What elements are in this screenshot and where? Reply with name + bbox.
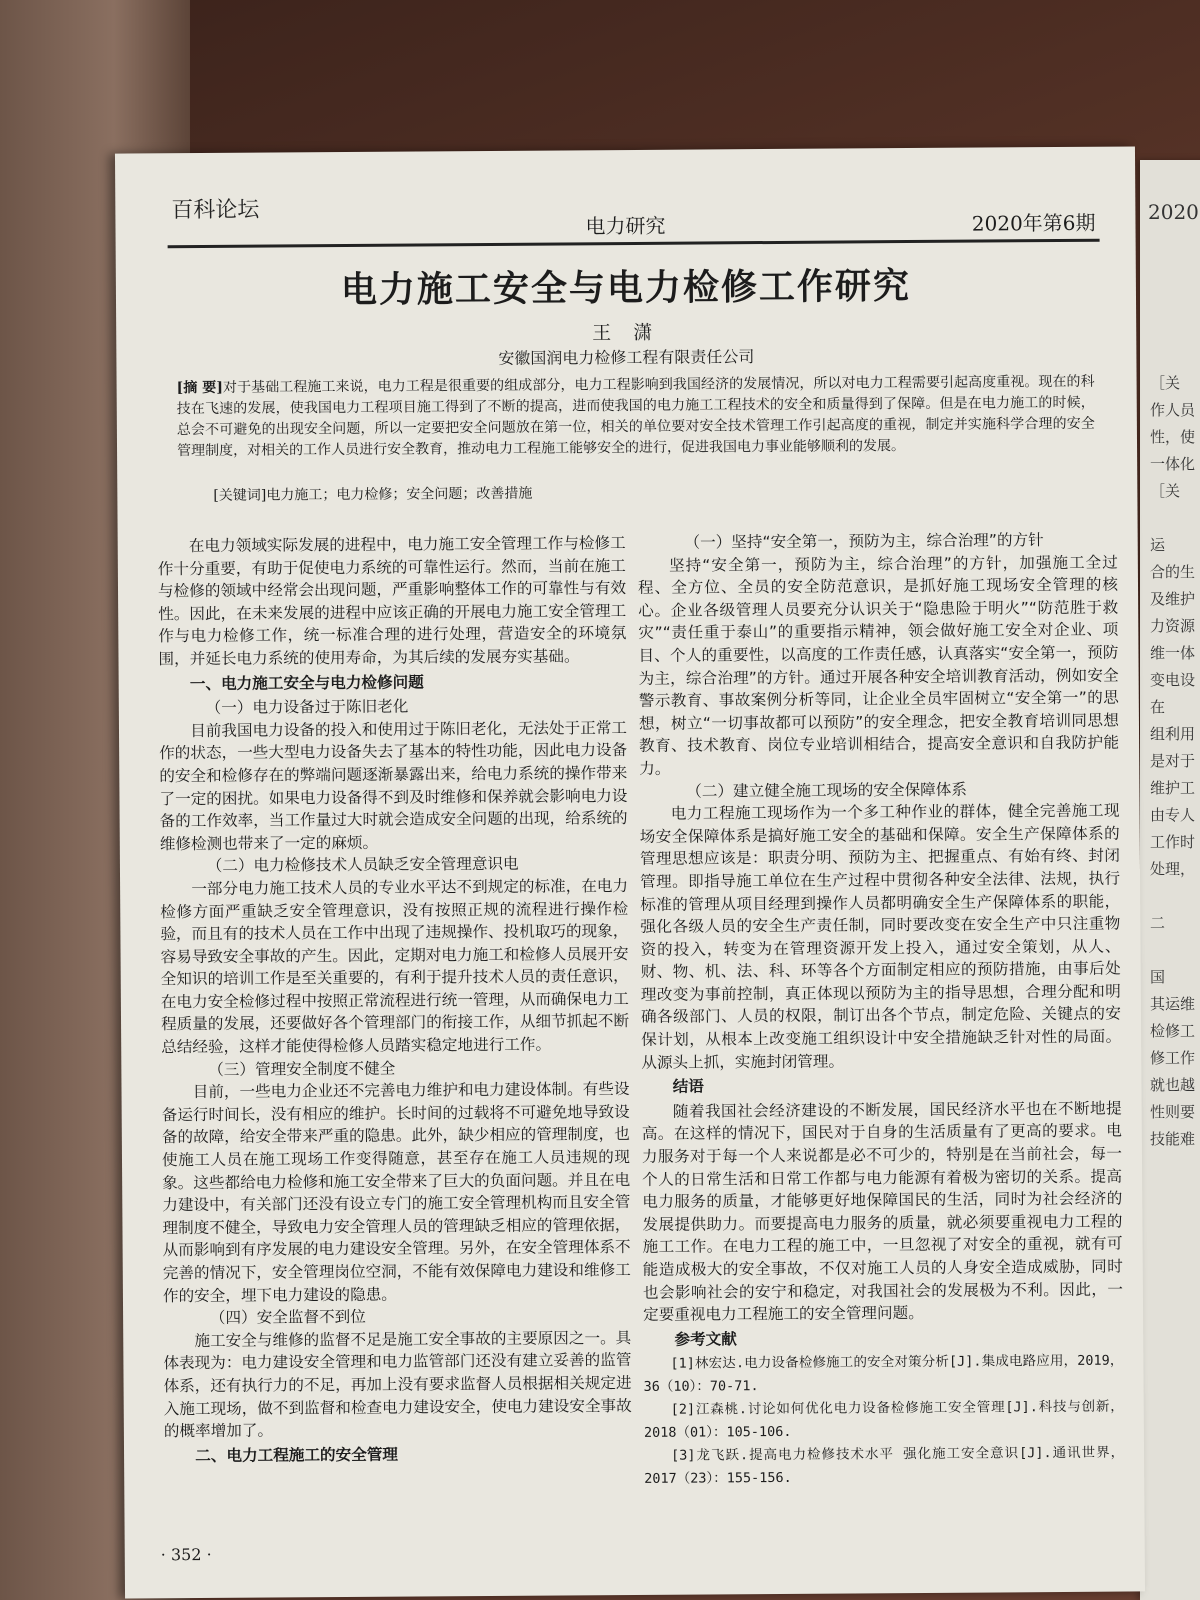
left-column [158, 532, 633, 1470]
adjacent-page-fragment: 在 [1150, 698, 1166, 716]
adjacent-page-fragment [1150, 937, 1200, 964]
adjacent-page-fragment [1150, 505, 1200, 532]
paragraph: 施工安全与维修的监督不足是施工安全事故的主要原因之一。具体表现为：电力建设安全管理和电力监管部门还没有建立妥善的监管体系，还有执行力的不足，再加上没有要求监督人员根据相关规定进入施工现场，做不到监督和检查电力建设安全，使电力建设安全事故的概率增加了。 [163, 1328, 632, 1441]
page-number: · 352 · [160, 1544, 212, 1565]
adjacent-page-fragment: 处理， [1150, 860, 1196, 878]
keywords [213, 483, 532, 505]
subsection-heading: （二）建立健全施工现场的安全保障体系 [686, 780, 967, 801]
intro-paragraph: 在电力领域实际发展的进程中，电力施工安全管理工作与检修工作十分重要，有助于促使电力系统的可靠性运行。然而，当前在施工与检修的领域中经常会出现问题，严重影响整体工作的可靠性与有效性。因此，在未来发展的进程中应该正确的开展电力施工安全管理工作与电力检修工作，统一标准合理的进行处理，营造安全的环境氛围，并延长电力系统的使用寿命，为其后续的发展夯实基础。 [157, 534, 627, 669]
paragraph: 目前我国电力设备的投入和使用过于陈旧老化，无法处于正常工作的状态，一些大型电力设备失去了基本的特性功能，因此电力设备的安全和检修存在的弊端问题逐渐暴露出来，给电力系统的操作带来了一定的困扰。如果电力设备得不到及时维修和保养就会影响电力设备的工作效率，当工作量过大时就会造成安全问题的出现，给系统的维修检测也带来了一定的麻烦。 [159, 718, 628, 854]
references-heading: 参考文献 [674, 1330, 737, 1349]
adjacent-page-fragment: 技能难 [1150, 1130, 1196, 1148]
subsection-heading: （一）电力设备过于陈旧老化 [205, 697, 409, 718]
adjacent-page-fragment [1150, 883, 1200, 910]
adjacent-page-fragment: 检修工 [1150, 1022, 1196, 1040]
conclusion-paragraph: 随着我国社会经济建设的不断发展，国民经济水平也在不断地提高。在这样的情况下，国民对于自身的生活质量有了更高的要求。电力服务对于每一个人来说都是必不可少的，特别是在当前社会，每一个人的日常生活和日常工作都与电力能源有着极为密切的关系。提高电力服务的质量，才能够更好地保障国民的生活，同时为社会经济的发展提供助力。而要提高电力服务的质量，就必须要重视电力工程的施工工作。在电力工程的施工中，一旦忽视了对安全的重视，就有可能造成极大的安全事故，不仅对施工人员的人身安全造成威胁，同时也会影响社会的安宁和稳定，对我国社会的发展极为不利。因此，一定要重视电力工程施工的安全管理问题。 [641, 1099, 1123, 1325]
abstract [177, 372, 1096, 462]
adjacent-page [1140, 160, 1200, 1600]
section-heading: 二、电力工程施工的安全管理 [195, 1445, 399, 1465]
adjacent-page-fragment: 是对于 [1150, 752, 1196, 770]
keywords-label: [关键词] [213, 487, 267, 504]
adjacent-page-fragment: 作人员 [1150, 401, 1196, 419]
organization: 安徽国润电力检修工程有限责任公司 [498, 347, 755, 368]
adjacent-page-fragment: 二 [1150, 914, 1166, 932]
header-rule [168, 239, 1100, 249]
adjacent-page-fragment: 其运维 [1150, 995, 1196, 1013]
reference-item: [3]龙飞跃.提高电力检修技术水平 强化施工安全意识[J].通讯世界，2017（23）：155-156. [644, 1444, 1125, 1488]
section-header: 百科论坛 [171, 197, 260, 224]
subsection-heading: （二）电力检修技术人员缺乏安全管理意识电 [206, 855, 519, 876]
adjacent-page-fragment: 及维护 [1150, 590, 1196, 608]
adjacent-page-fragment: ［关 [1150, 482, 1181, 500]
adjacent-page-fragment: 维一体 [1150, 644, 1196, 662]
subsection-heading: （三）管理安全制度不健全 [208, 1059, 396, 1079]
adjacent-page-fragment: 工作时 [1150, 833, 1196, 851]
right-column [638, 529, 1125, 1492]
abstract-text: 对于基础工程施工来说，电力工程是很重要的组成部分，电力工程影响到我国经济的发展情况，所以对电力工程需要引起高度重视。现在的科技在飞速的发展，使我国电力工程项目施工得到了不断的提高，进而使我国的电力施工工程技术的安全和质量得到了保障。但是在电力施工的时候，总会不可避免的出现安全问题，所以一定要把安全问题放在第一位，相关的单位要对安全技术管理工作引起高度的重视，制定并实施科学合理的安全管理制度，对相关的工作人员进行安全教育，推动电力工程施工能够安全的进行，促进我国电力事业能够顺利的发展。 [176, 373, 1095, 460]
paragraph: 坚持“安全第一，预防为主，综合治理”的方针，加强施工全过程、全方位、全员的安全防范意识，是抓好施工现场安全管理的核心。企业各级管理人员要充分认识关于“隐患险于明火”“防范胜于救灾”“责任重于泰山”的重要指示精神，领会做好施工安全对企业、项目、个人的重要性，以高度的工作责任感，认真落实“安全第一，预防为主，综合治理”的方针。通过开展各种安全培训教育活动，例如安全警示教育、事故案例分析等同，让企业全员牢固树立“安全第一”的思想，树立“一切事故都可以预防”的安全理念，把安全教育培训同思想教育、技术教育、岗位专业培训相结合，提高安全意识和自我防护能力。 [637, 553, 1120, 778]
adjacent-page-fragment: 就也越 [1150, 1076, 1196, 1094]
paragraph: 电力工程施工现场作为一个多工种作业的群体，健全完善施工现场安全保障体系是搞好施工安全的基础和保障。安全生产保障体系的管理思想应该是：职责分明、预防为主、把握重点、有始有终、封闭管理。即指导施工单位在生产过程中贯彻各种安全法律、法规，执行标准的管理从项目经理到操作人员都明确安全生产保障体系的职能，强化各级人员的安全生产责任制，同时要改变在安全生产中只注重物资的投入，转变为在管理资源开发上投入，通过安全策划，从人、财、物、机、法、科、环等各个方面制定相应的预防措施，由事后处理改变为事前控制，真正体现以预防为主的指导思想，合理分配和明确各级部门、人员的权限，制订出各个节点，制定危险、关键点的安保计划，从根本上改变施工组织设计中安全措施缺乏针对性的局面。从源头上抓，实施封闭管理。 [639, 801, 1122, 1072]
author: 王 潇 [592, 321, 661, 345]
adjacent-page-year: 2020 [1148, 200, 1199, 224]
adjacent-page-text [1140, 160, 1200, 1153]
section-heading: 一、电力施工安全与电力检修问题 [189, 672, 424, 693]
adjacent-page-fragment: 组利用 [1150, 725, 1196, 743]
subsection-heading: （四）安全监督不到位 [209, 1308, 366, 1328]
conclusion-heading: 结语 [672, 1077, 704, 1096]
adjacent-page-fragment: 修工作 [1150, 1049, 1196, 1067]
abstract-label: [摘 要] [176, 379, 224, 397]
article-title: 电力施工安全与电力检修工作研究 [340, 265, 912, 312]
issue-label: 2020年第6期 [971, 210, 1096, 236]
adjacent-page-fragment: 国 [1150, 968, 1166, 986]
adjacent-page-fragment: 变电设 [1150, 671, 1196, 689]
adjacent-page-fragment: 合的生 [1150, 563, 1196, 581]
reference-item: [2]江森桃.讨论如何优化电力设备检修施工安全管理[J].科技与创新，2018（01）：105-106. [643, 1398, 1124, 1442]
adjacent-page-fragment: 由专人 [1150, 806, 1196, 824]
adjacent-page-fragment: 性，使 [1150, 428, 1196, 446]
keywords-text: 电力施工；电力检修；安全问题；改善措施 [266, 485, 533, 504]
reference-item: [1]林宏达.电力设备检修施工的安全对策分析[J].集成电路应用，2019，36（10）：70-71. [643, 1352, 1124, 1396]
adjacent-page-fragment: 一体化 [1150, 455, 1196, 473]
adjacent-page-fragment: 运 [1150, 536, 1166, 554]
paragraph: 目前，一些电力企业还不完善电力维护和电力建设体制。有些设备运行时间长，没有相应的维护。长时间的过载将不可避免地导致设备的故障，给安全带来严重的隐患。此外，缺少相应的管理制度，也使施工人员在施工现场工作变得随意，甚至存在施工人员违规的现象。这些都给电力检修和施工安全带来了巨大的负面问题。并且在电力建设中，有关部门还没有设立专门的施工安全管理机构而且安全管理制度不健全，导致电力安全管理人员的管理缺乏相应的管理依据，从而影响到有序发展的电力建设安全管理。另外，在安全管理体系不完善的情况下，安全管理岗位空洞，不能有效保障电力建设和维修工作的安全，埋下电力建设的隐患。 [161, 1080, 631, 1305]
adjacent-page-fragment: 维护工 [1150, 779, 1196, 797]
adjacent-page-fragment: 性则要 [1150, 1103, 1196, 1121]
subsection-heading: （一）坚持“安全第一，预防为主，综合治理”的方针 [684, 531, 1044, 552]
paragraph: 一部分电力施工技术人员的专业水平达不到规定的标准，在电力检修方面严重缺乏安全管理意识，没有按照正规的流程进行操作检验，而且有的技术人员在工作中出现了违规操作、投机取巧的现象，容易导致安全事故的产生。因此，定期对电力施工和检修人员展开安全知识的培训工作是至关重要的，有利于提升技术人员的责任意识，在电力安全检修过程中按照正常流程进行统一管理，从而确保电力工程质量的发展，还要做好各个管理部门的衔接工作，从细节抓起不断总结经验，这样才能使得检修人员踏实稳定地进行工作。 [160, 876, 630, 1057]
adjacent-page-fragment: ［关 [1150, 374, 1181, 392]
journal-name: 电力研究 [585, 213, 666, 239]
adjacent-page-fragment: 力资源 [1150, 617, 1196, 635]
journal-page [115, 146, 1145, 1598]
